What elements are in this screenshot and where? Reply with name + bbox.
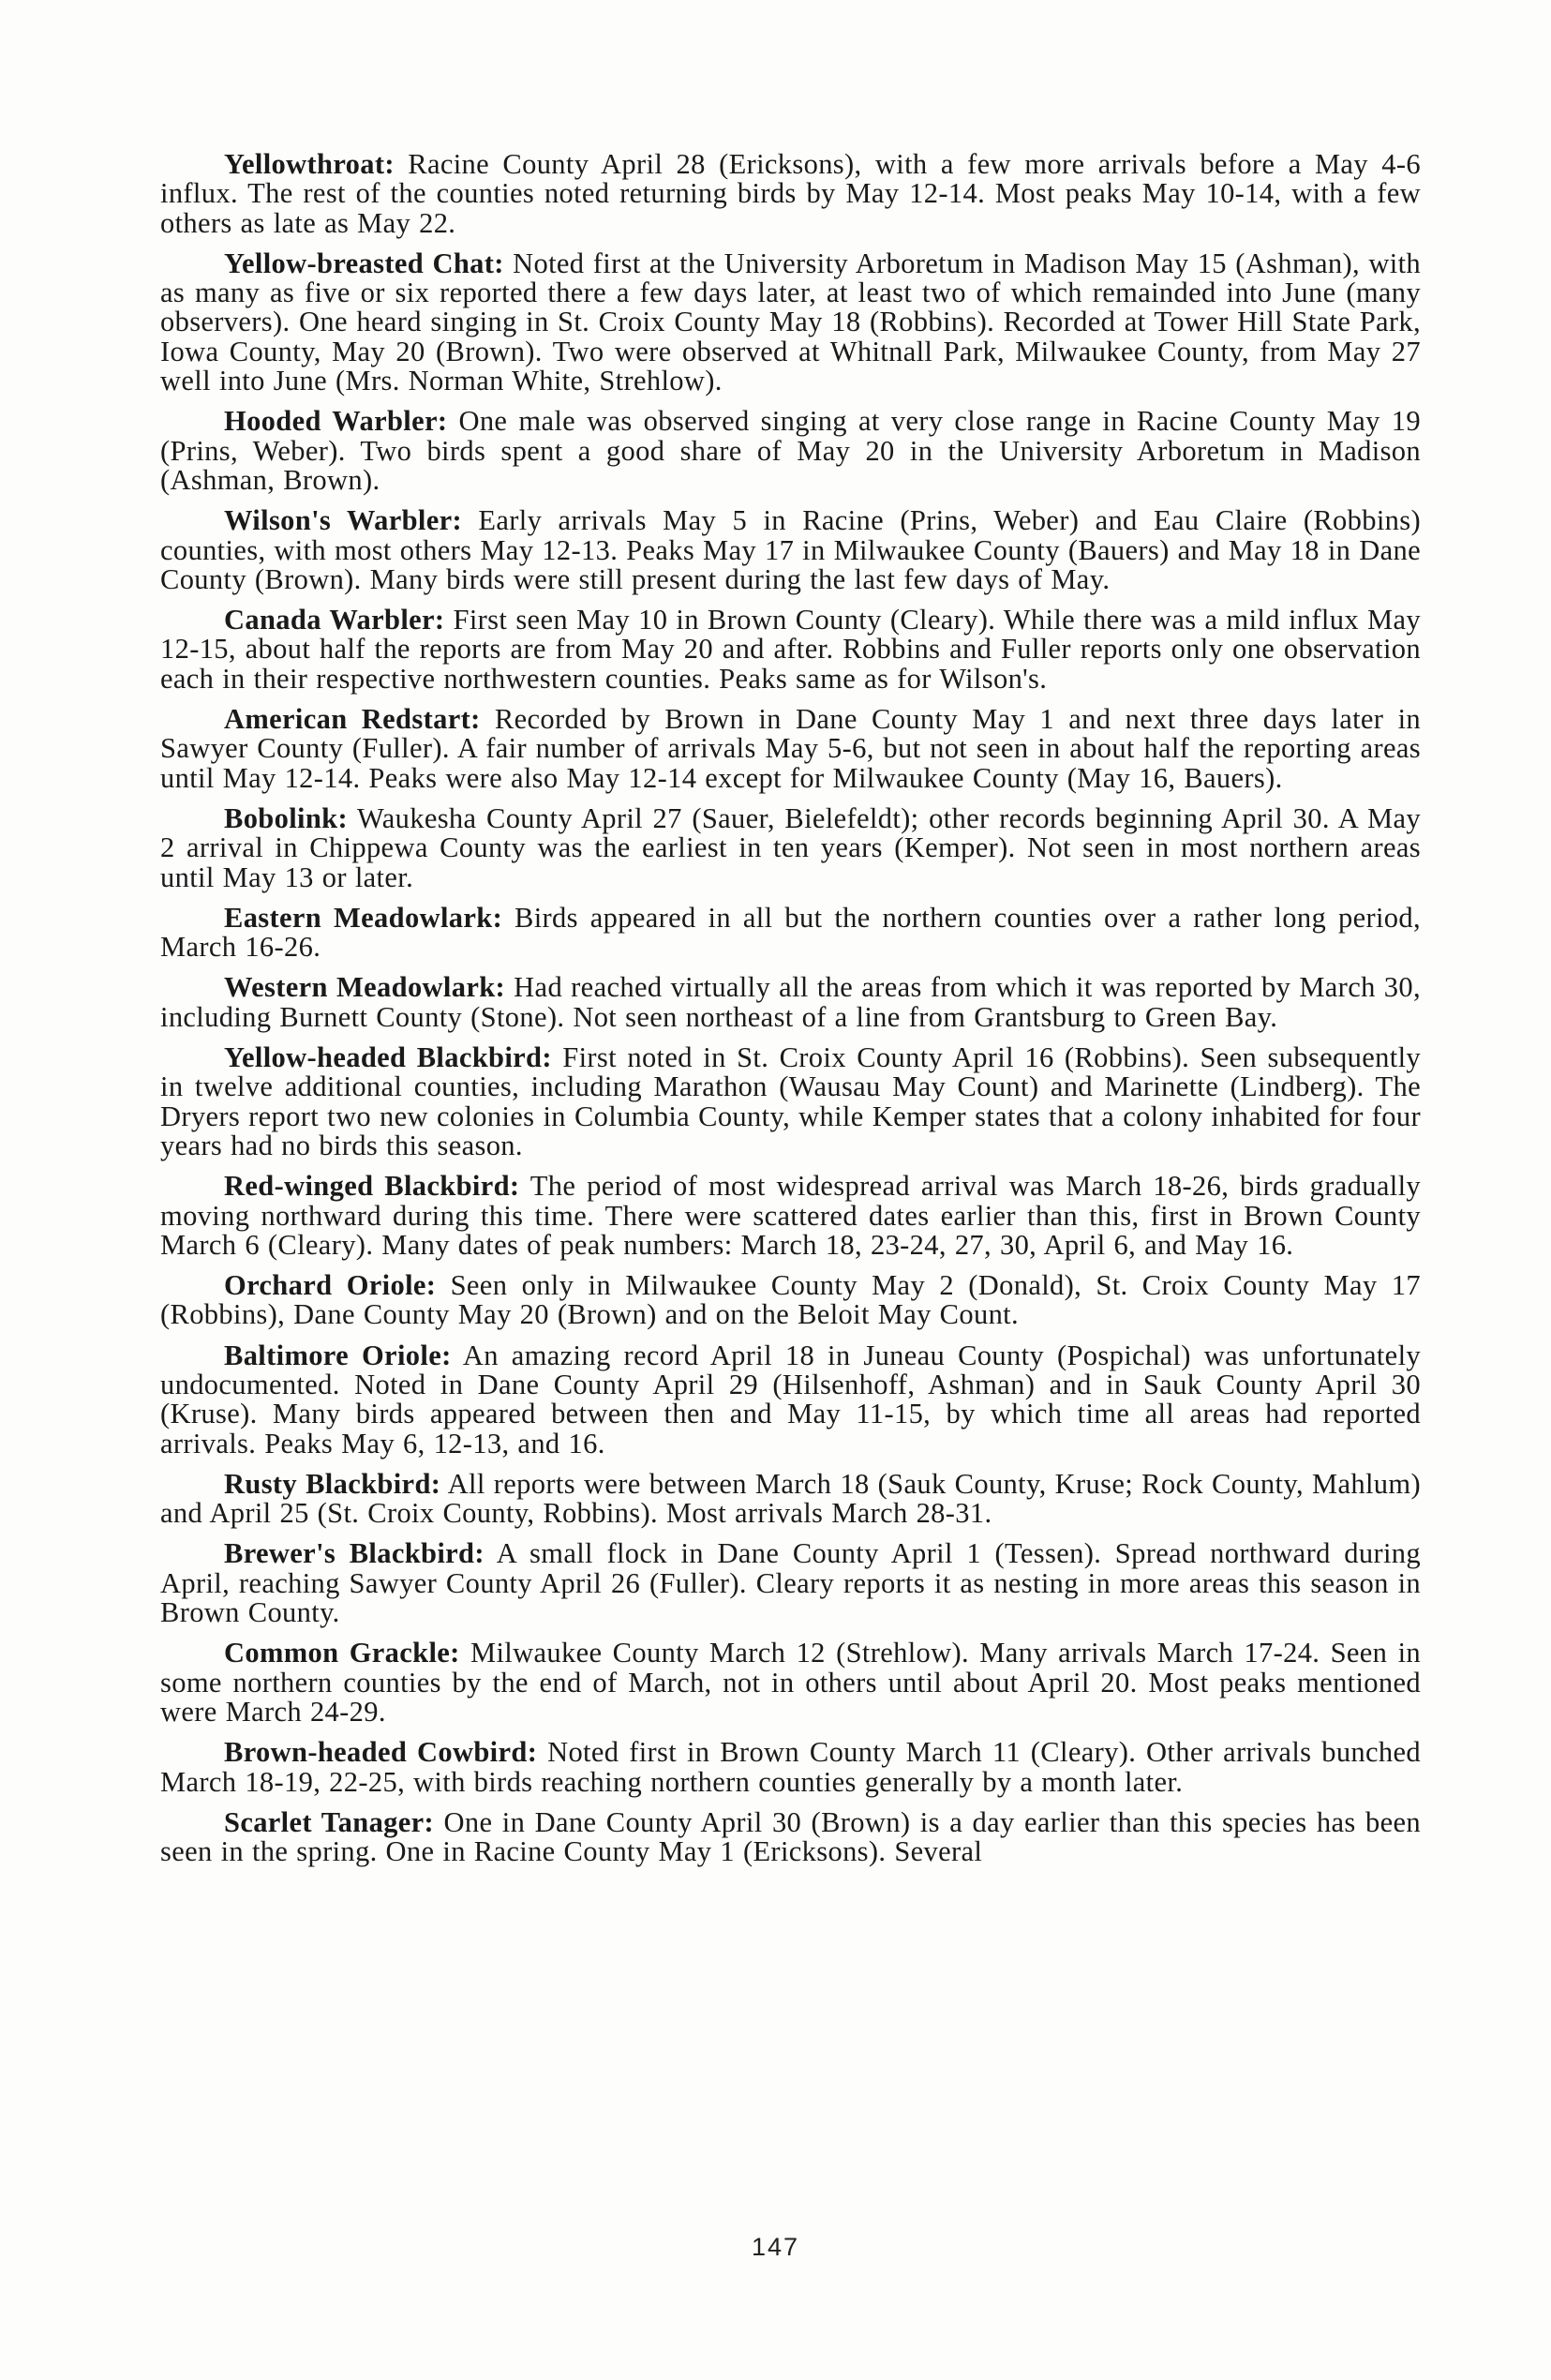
entry-text: All reports were between March 18 (Sauk County, Kruse; Rock County, Mahlum) and April 25 (St. Croix County, Robbins). Most arrivals March 28-31. bbox=[160, 1467, 1421, 1530]
entry-yellowthroat bbox=[160, 150, 1421, 238]
species-name: Brown-headed Cowbird: bbox=[224, 1736, 538, 1769]
entry-brown-headed-cowbird bbox=[160, 1738, 1421, 1797]
entry-text: Noted first at the University Arboretum in Madison May 15 (Ashman), with as many as five or six reported there a few days later, at least two of which remainded into June (many observers). One heard singing in St. Croix County May 18 (Robbins). Recorded at Tower Hill State Park, Iowa County, May 20 (Brown). Two were observed at Whitnall Park, Milwaukee County, from May 27 well into June (Mrs. Norman White, Strehlow). bbox=[160, 247, 1422, 397]
entry-bobolink bbox=[160, 801, 1421, 893]
entry-text: One in Dane County April 30 (Brown) is a day earlier than this species has been seen in the spring. One in Racine County May 1 (Ericksons). Several bbox=[160, 1805, 1421, 1868]
entry-text: Recorded by Brown in Dane County May 1 and next three days later in Sawyer County (Fuller). A fair number of arrivals May 5-6, but not seen in about half the reporting areas until May 12-14. Peaks were also May 12-14 except for Milwaukee County (May 16, Bauers). bbox=[160, 703, 1421, 794]
entry-text: Early arrivals May 5 in Racine (Prins, Weber) and Eau Claire (Robbins) counties, with most others May 12-13. Peaks May 17 in Milwaukee County (Bauers) and May 18 in Dane County (Brown). Many birds were still present during the last few days of May. bbox=[160, 504, 1421, 595]
species-name: Yellowthroat: bbox=[224, 148, 395, 180]
entry-eastern-meadowlark bbox=[160, 901, 1421, 964]
entry-western-meadowlark bbox=[160, 973, 1421, 1032]
species-name: Western Meadowlark: bbox=[224, 971, 506, 1004]
text-column bbox=[160, 150, 1421, 1878]
entry-text: Birds appeared in all but the northern counties over a rather long period, March 16-26. bbox=[160, 901, 1421, 964]
entry-text: An amazing record April 18 in Juneau County (Pospichal) was unfortunately undocumented. Noted in Dane County April 29 (Hilsenhoff, Ashman) and in Sauk County April 30 (Kruse). Many birds appeared between then and May 11-15, by which time all areas had reported arrivals. Peaks May 6, 12-13, and 16. bbox=[160, 1339, 1421, 1459]
entry-brewers-blackbird bbox=[160, 1539, 1421, 1627]
species-name: Scarlet Tanager: bbox=[224, 1805, 435, 1838]
species-name: Yellow-headed Blackbird: bbox=[224, 1041, 552, 1074]
species-name: Bobolink: bbox=[224, 801, 348, 834]
page-number: 147 bbox=[751, 2233, 800, 2261]
entry-common-grackle bbox=[160, 1639, 1421, 1727]
entry-text: Seen only in Milwaukee County May 2 (Donald), St. Croix County May 17 (Robbins), Dane County May 20 (Brown) and on the Beloit May Count. bbox=[160, 1269, 1421, 1331]
species-name: Brewer's Blackbird: bbox=[224, 1537, 485, 1570]
species-name: Rusty Blackbird: bbox=[224, 1467, 441, 1500]
entry-text: The period of most widespread arrival was March 18-26, birds gradually moving northward during this time. There were scattered dates earlier than this, first in Brown County March 6 (Cleary). Many dates of peak numbers: March 18, 23-24, 27, 30, April 6, and May 16. bbox=[160, 1170, 1422, 1261]
entry-text: Had reached virtually all the areas from which it was reported by March 30, including Burnett County (Stone). Not seen northeast of a line from Grantsburg to Green Bay. bbox=[160, 971, 1421, 1033]
species-name: Wilson's Warbler: bbox=[224, 504, 463, 537]
species-name: American Redstart: bbox=[224, 703, 481, 736]
entry-yellow-breasted-chat bbox=[160, 249, 1421, 396]
entry-rusty-blackbird bbox=[160, 1467, 1421, 1530]
entry-text: Racine County April 28 (Ericksons), with a few more arrivals before a May 4-6 influx. The rest of the counties noted returning birds by May 12-14. Most peaks May 10-14, with a few others as late as May 22. bbox=[160, 148, 1421, 239]
entry-hooded-warbler bbox=[160, 407, 1421, 495]
entry-canada-warbler bbox=[160, 606, 1421, 694]
species-name: Yellow-breasted Chat: bbox=[224, 247, 504, 279]
entry-text: First seen May 10 in Brown County (Cleary). While there was a mild influx May 12-15, about half the reports are from May 20 and after. Robbins and Fuller reports only one observation each in their respective northwestern counties. Peaks same as for Wilson's. bbox=[160, 604, 1421, 695]
entry-text: A small flock in Dane County April 1 (Tessen). Spread northward during April, reaching Sawyer County April 26 (Fuller). Cleary reports it as nesting in more areas this season in Brown County. bbox=[160, 1537, 1421, 1629]
entry-text: Milwaukee County March 12 (Strehlow). Many arrivals March 17-24. Seen in some northern counties by the end of March, not in others until about April 20. Most peaks mentioned were March 24-29. bbox=[160, 1637, 1422, 1728]
entry-yellow-headed-blackbird bbox=[160, 1043, 1421, 1160]
entry-text: First noted in St. Croix County April 16 (Robbins). Seen subsequently in twelve additional counties, including Marathon (Wausau May Count) and Marinette (Lindberg). The Dryers report two new colonies in Columbia County, while Kemper states that a colony inhabited for four years had no birds this season. bbox=[160, 1041, 1421, 1161]
species-name: Orchard Oriole: bbox=[224, 1269, 437, 1302]
species-name: Red-winged Blackbird: bbox=[224, 1170, 520, 1203]
entry-text: Waukesha County April 27 (Sauer, Bielefeldt); other records beginning April 30. A May 2 arrival in Chippewa County was the earliest in ten years (Kemper). Not seen in most northern areas until May 13 or later. bbox=[160, 801, 1421, 893]
species-name: Baltimore Oriole: bbox=[224, 1339, 452, 1371]
entry-text: One male was observed singing at very close range in Racine County May 19 (Prins, Weber). Two birds spent a good share of May 20 in the University Arboretum in Madison (Ashman, Brown). bbox=[160, 405, 1421, 496]
entry-baltimore-oriole bbox=[160, 1341, 1421, 1459]
entry-text: Noted first in Brown County March 11 (Cleary). Other arrivals bunched March 18-19, 22-25, with birds reaching northern counties generally by a month later. bbox=[160, 1736, 1421, 1798]
entry-wilsons-warbler bbox=[160, 506, 1421, 594]
species-name: Hooded Warbler: bbox=[224, 405, 448, 438]
entry-orchard-oriole bbox=[160, 1271, 1421, 1330]
entry-scarlet-tanager bbox=[160, 1805, 1421, 1868]
species-name: Eastern Meadowlark: bbox=[224, 901, 503, 934]
entry-american-redstart bbox=[160, 705, 1421, 793]
entry-red-winged-blackbird bbox=[160, 1172, 1421, 1260]
species-name: Canada Warbler: bbox=[224, 604, 445, 636]
species-name: Common Grackle: bbox=[224, 1637, 460, 1669]
